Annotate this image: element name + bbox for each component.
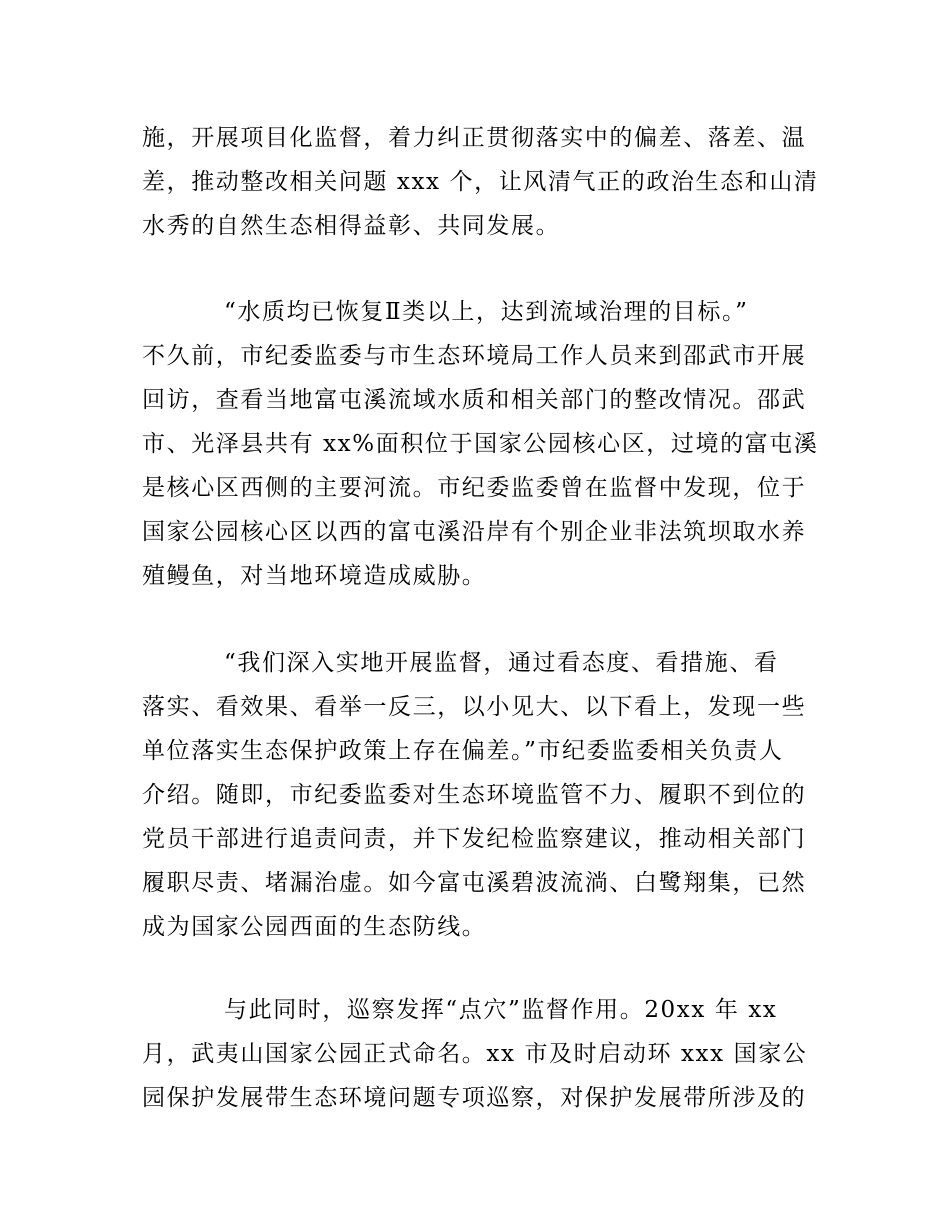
- paragraph-line: 差，推动整改相关问题 xxx 个，让风清气正的政治生态和山清: [142, 169, 819, 195]
- paragraph-line: 月，武夷山国家公园正式命名。xx 市及时启动环 xxx 国家公: [142, 1041, 808, 1067]
- paragraph-line: 施，开展项目化监督，着力纠正贯彻落实中的偏差、落差、温: [142, 125, 807, 151]
- paragraph-1: [142, 116, 822, 248]
- paragraph-line: “我们深入实地开展监督，通过看态度、看措施、看: [224, 650, 779, 676]
- paragraph-line: 是核心区西侧的主要河流。市纪委监委曾在监督中发现，位于: [142, 475, 807, 501]
- paragraph-line: 不久前，市纪委监委与市生态环境局工作人员来到邵武市开展: [142, 343, 807, 369]
- paragraph-line: “水质均已恢复Ⅱ类以上，达到流域治理的目标。”: [224, 299, 749, 325]
- paragraph-3: [142, 641, 822, 949]
- paragraph-line: 殖鳗鱼，对当地环境造成威胁。: [142, 563, 487, 589]
- paragraph-line: 单位落实生态保护政策上存在偏差。”市纪委监委相关负责人: [142, 738, 784, 764]
- paragraph-4: [142, 988, 822, 1120]
- paragraph-line: 水秀的自然生态相得益彰、共同发展。: [142, 213, 561, 239]
- paragraph-line: 成为国家公园西面的生态防线。: [142, 914, 487, 940]
- paragraph-line: 党员干部进行追责问责，并下发纪检监察建议，推动相关部门: [142, 826, 807, 852]
- paragraph-line: 市、光泽县共有 xx%面积位于国家公园核心区，过境的富屯溪: [142, 431, 819, 457]
- paragraph-line: 落实、看效果、看举一反三，以小见大、以下看上，发现一些: [142, 694, 807, 720]
- paragraph-line: 与此同时，巡察发挥“点穴”监督作用。20xx 年 xx: [224, 997, 778, 1023]
- paragraph-2: [142, 290, 822, 598]
- paragraph-line: 回访，查看当地富屯溪流域水质和相关部门的整改情况。邵武: [142, 387, 807, 413]
- paragraph-line: 介绍。随即，市纪委监委对生态环境监管不力、履职不到位的: [142, 782, 807, 808]
- paragraph-line: 园保护发展带生态环境问题专项巡察，对保护发展带所涉及的: [142, 1085, 807, 1111]
- paragraph-line: 国家公园核心区以西的富屯溪沿岸有个别企业非法筑坝取水养: [142, 519, 807, 545]
- paragraph-line: 履职尽责、堵漏治虚。如今富屯溪碧波流淌、白鹭翔集，已然: [142, 870, 807, 896]
